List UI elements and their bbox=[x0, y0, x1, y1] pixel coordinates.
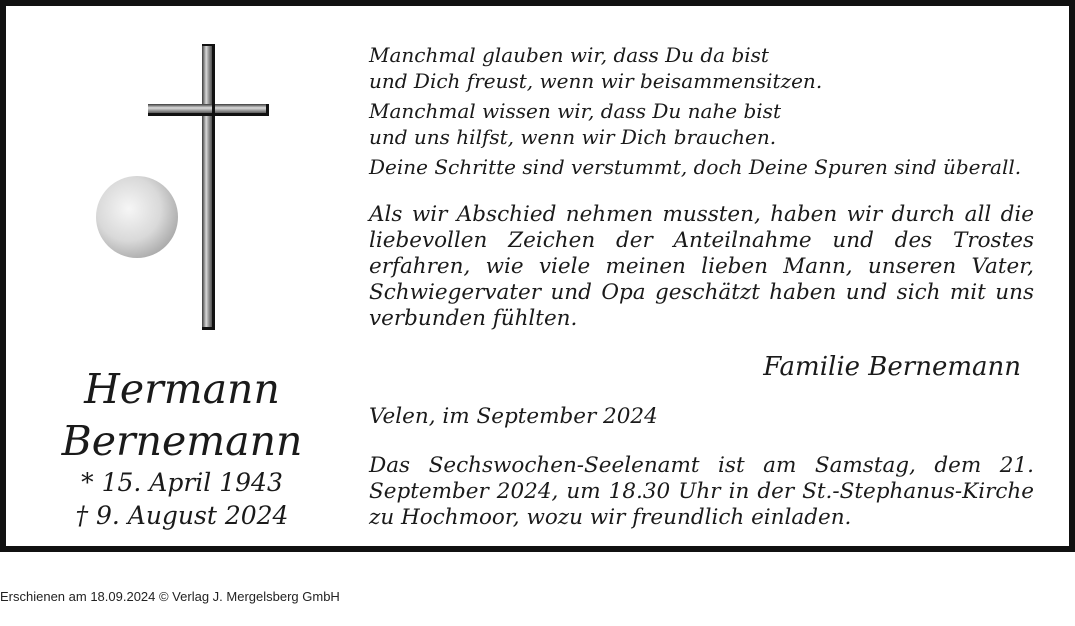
publication-footer: Erschienen am 18.09.2024 © Verlag J. Mergelsberg GmbH bbox=[0, 589, 340, 604]
poem-stanza: Manchmal wissen wir, dass Du nahe bist und uns hilfst, wenn wir Dich brauchen. bbox=[369, 99, 781, 149]
mass-announcement: Das Sechswochen-Seelenamt ist am Samstag, dem 21. September 2024, um 18.30 Uhr in der St.-Stephanus-Kirche zu Hochmoor, wozu wir freundlich einladen. bbox=[369, 453, 1034, 530]
thanks-paragraph: Als wir Abschied nehmen mussten, haben wir durch all die liebevollen Zeichen der Anteilnahme und des Trostes erfahren, wie viele meinen lieben Mann, unseren Vater, Schwiegervater und Opa geschätzt haben und sich mit uns verbunden fühlten. bbox=[369, 202, 1034, 331]
place-date: Velen, im September 2024 bbox=[369, 404, 658, 429]
sphere-icon bbox=[94, 174, 180, 260]
deceased-last-name: Bernemann bbox=[61, 417, 303, 465]
poem-stanza: Manchmal glauben wir, dass Du da bist und Dich freust, wenn wir beisammensitzen. bbox=[369, 43, 823, 93]
left-column bbox=[12, 6, 352, 546]
deceased-first-name: Hermann bbox=[84, 365, 280, 413]
poem-stanza: Deine Schritte sind verstummt, doch Deine Spuren sind überall. bbox=[369, 155, 1022, 179]
birth-date: * 15. April 1943 bbox=[81, 468, 283, 497]
family-signature: Familie Bernemann bbox=[763, 352, 1021, 382]
poem bbox=[369, 42, 1034, 184]
death-date: † 9. August 2024 bbox=[75, 501, 289, 530]
